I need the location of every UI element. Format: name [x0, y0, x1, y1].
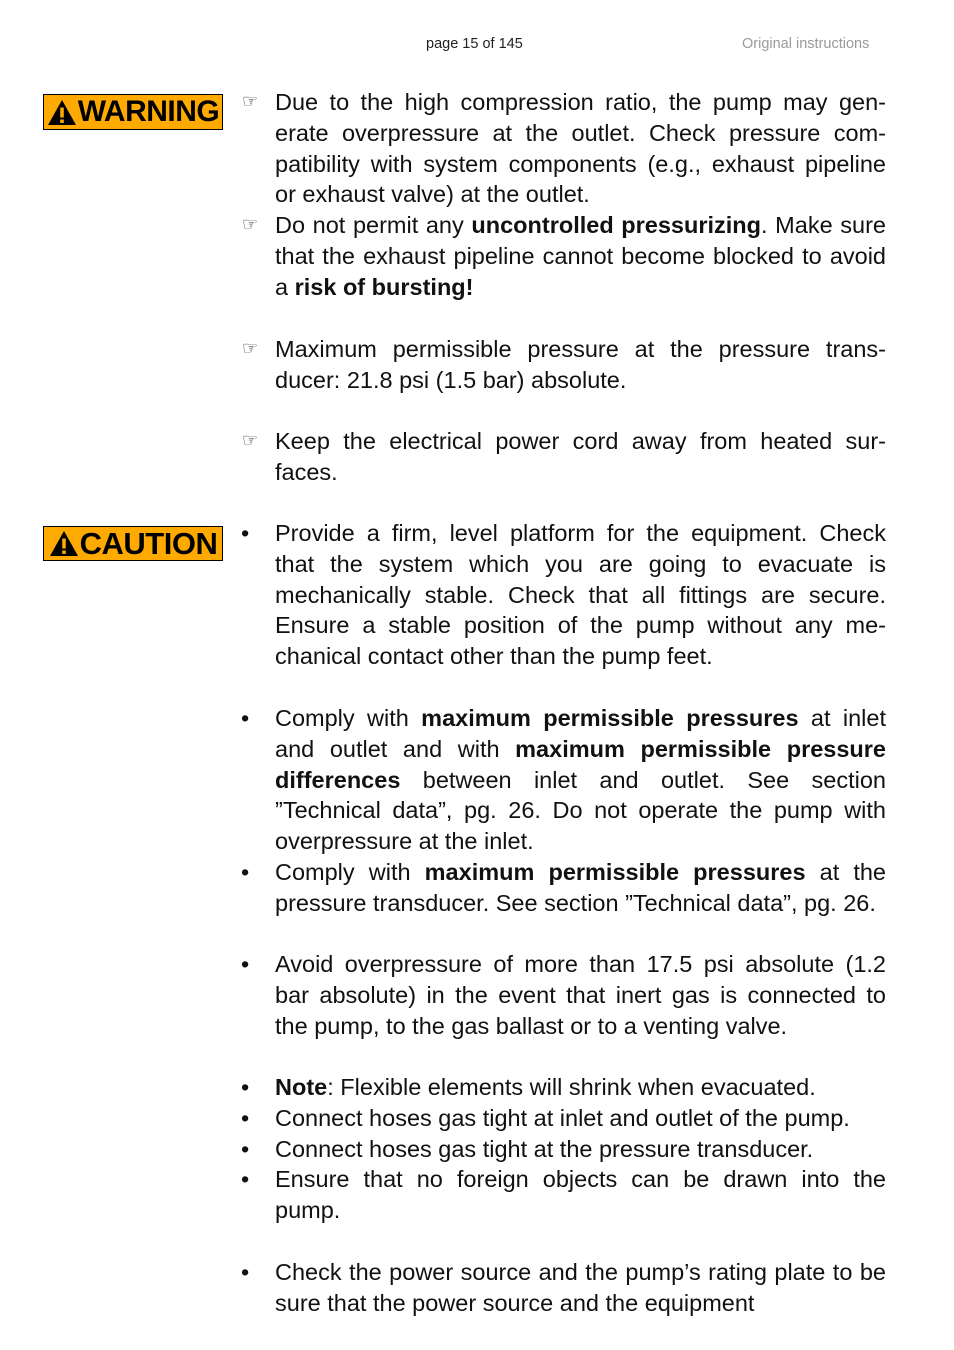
document-type: Original instructions	[742, 36, 870, 52]
page-number: page 15 of 145	[426, 36, 523, 52]
pointing-hand-icon: ☞	[242, 430, 259, 451]
item-text: Ensure that no foreign objects can be drawn into the pump.	[275, 1166, 886, 1223]
item-text: Keep the electrical power cord away from heated surfaces.	[275, 428, 886, 485]
item-text: Connect hoses gas tight at inlet and outlet of the pump.	[275, 1105, 850, 1131]
bullet: •	[241, 1259, 250, 1285]
caution-label	[43, 526, 223, 561]
bullet: •	[241, 951, 250, 977]
caution-item	[240, 949, 886, 1041]
warning-item	[240, 210, 886, 302]
caution-item	[240, 1103, 886, 1134]
item-text: Comply with maximum permissible pressures at inlet and outlet and with maximum permissible pressure differences between inlet and outlet. See section ”Technical data”, pg. 26. Do not operate the pump with overpressure at the inlet.	[275, 705, 886, 855]
warning-triangle-icon	[49, 530, 79, 557]
item-text: Note: Flexible elements will shrink when evacuated.	[275, 1074, 816, 1100]
warning-triangle-icon	[47, 99, 77, 126]
item-text: Maximum permissible pressure at the pressure transducer: 21.8 psi (1.5 bar) absolute.	[275, 336, 886, 393]
item-text: Due to the high compression ratio, the pump may generate overpressure at the outlet. Check pressure compatibility with system components (e.g., exhaust pipeline or exhaust valve) at the outlet.	[275, 89, 886, 208]
warning-item	[240, 426, 886, 488]
item-text: Provide a firm, level platform for the equipment. Check that the system which you are going to evacuate is mechanically stable. Check that all fittings are secure. Ensure a stable position of the pump without any mechanical contact other than the pump feet.	[275, 520, 886, 670]
item-text: Avoid overpressure of more than 17.5 psi absolute (1.2 bar absolute) in the event that inert gas is connected to the pump, to the gas ballast or to a venting valve.	[275, 951, 886, 1039]
bullet: •	[241, 1105, 250, 1131]
item-text: Check the power source and the pump’s rating plate to be sure that the power source and the equipment	[275, 1259, 886, 1316]
caution-item	[240, 703, 886, 857]
pointing-hand-icon: ☞	[242, 91, 259, 112]
warning-label-text: WARNING	[77, 95, 220, 128]
caution-item	[240, 857, 886, 919]
bullet: •	[241, 520, 250, 546]
pointing-hand-icon: ☞	[242, 214, 259, 235]
caution-item	[240, 1134, 886, 1165]
bullet: •	[241, 1166, 250, 1192]
caution-label-text: CAUTION	[79, 525, 218, 561]
warning-item	[240, 87, 886, 210]
item-text: Do not permit any uncontrolled pressurizing. Make sure that the exhaust pipeline cannot become blocked to avoid a risk of bursting!	[275, 212, 886, 300]
warning-label	[43, 94, 223, 130]
caution-item	[240, 518, 886, 672]
bullet: •	[241, 1136, 250, 1162]
bullet: •	[241, 859, 250, 885]
bullet: •	[241, 1074, 250, 1100]
caution-item	[240, 1164, 886, 1226]
caution-item	[240, 1072, 886, 1103]
item-text: Connect hoses gas tight at the pressure transducer.	[275, 1136, 814, 1162]
warning-item	[240, 334, 886, 396]
item-text: Comply with maximum permissible pressures at the pressure transducer. See section ”Technical data”, pg. 26.	[275, 859, 886, 916]
caution-item	[240, 1257, 886, 1319]
bullet: •	[241, 705, 250, 731]
pointing-hand-icon: ☞	[242, 338, 259, 359]
